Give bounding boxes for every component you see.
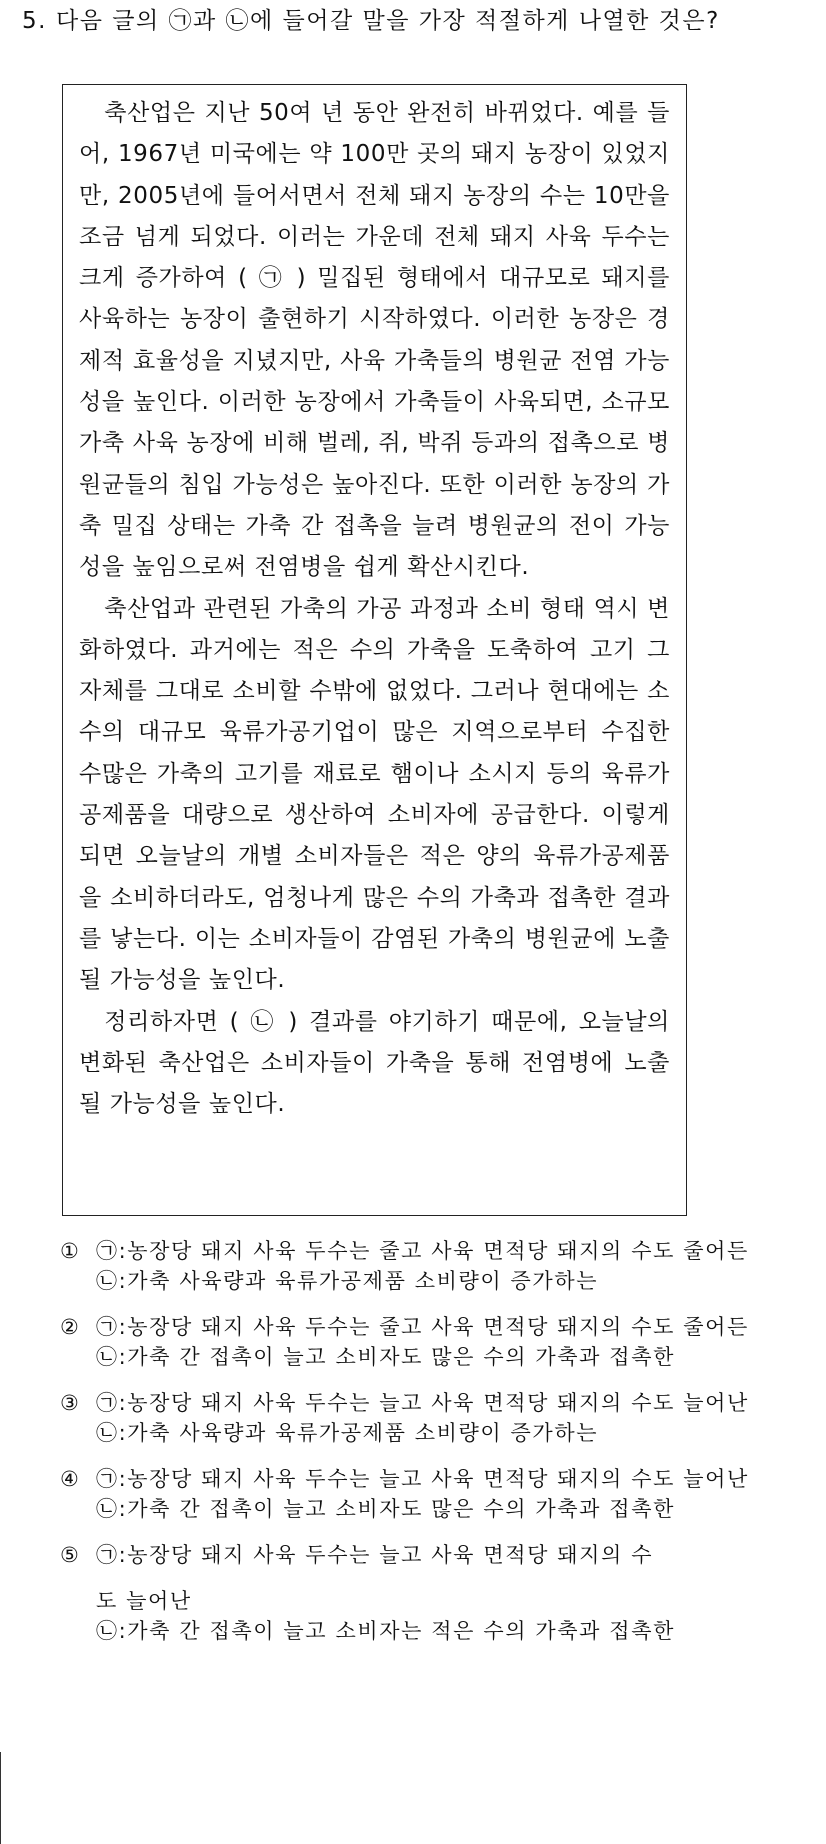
option-2[interactable] <box>60 1312 760 1372</box>
page-margin-rule <box>0 1752 1 1844</box>
option-1-blank-b: ㉡:가축 사육량과 육류가공제품 소비량이 증가하는 <box>96 1269 599 1293</box>
passage-paragraph-1: 축산업은 지난 50여 년 동안 완전히 바뀌었다. 예를 들어, 1967년 미국에는 약 100만 곳의 돼지 농장이 있었지만, 2005년에 들어서면서 전체 돼지 농장의 수는 10만을 조금 넘게 되었다. 이러는 가운데 전체 돼지 사육 두수는 크게 증가하여 ( ㉠ ) 밀집된 형태에서 대규모로 돼지를 사육하는 농장이 출현하기 시작하였다. 이러한 농장은 경제적 효율성을 지녔지만, 사육 가축들의 병원균 전염 가능성을 높인다. 이러한 농장에서 가축들이 사육되면, 소규모 가축 사육 농장에 비해 벌레, 쥐, 박쥐 등과의 접촉으로 병원균들의 침입 가능성은 높아진다. 또한 이러한 농장의 가축 밀집 상태는 가축 간 접촉을 늘려 병원균의 전이 가능성을 높임으로써 전염병을 쉽게 확산시킨다. <box>79 100 670 581</box>
option-3-mark: ③ <box>60 1391 81 1415</box>
question-text: 다음 글의 ㉠과 ㉡에 들어갈 말을 가장 적절하게 나열한 것은? <box>56 8 720 34</box>
question-number: 5. <box>22 8 47 34</box>
question-header <box>22 6 782 36</box>
option-5-blank-b: ㉡:가축 간 접촉이 늘고 소비자는 적은 수의 가축과 접촉한 <box>96 1619 675 1643</box>
option-2-blank-a: ㉠:농장당 돼지 사육 두수는 줄고 사육 면적당 돼지의 수도 줄어든 <box>96 1315 749 1339</box>
option-3[interactable] <box>60 1388 760 1448</box>
passage-box <box>62 84 687 1216</box>
passage-paragraph-3: 정리하자면 ( ㉡ ) 결과를 야기하기 때문에, 오늘날의 변화된 축산업은 소비자들이 가축을 통해 전염병에 노출될 가능성을 높인다. <box>79 1008 670 1118</box>
option-4-blank-b: ㉡:가축 간 접촉이 늘고 소비자도 많은 수의 가축과 접촉한 <box>96 1497 675 1521</box>
option-2-mark: ② <box>60 1315 81 1339</box>
option-3-blank-a: ㉠:농장당 돼지 사육 두수는 늘고 사육 면적당 돼지의 수도 늘어난 <box>96 1391 749 1415</box>
answer-options <box>60 1236 760 1662</box>
option-4[interactable] <box>60 1464 760 1524</box>
option-5[interactable] <box>60 1540 760 1646</box>
option-1-mark: ① <box>60 1239 81 1263</box>
option-5-blank-a-line-2: 도 늘어난 <box>96 1589 192 1613</box>
option-4-mark: ④ <box>60 1467 81 1491</box>
option-4-blank-a: ㉠:농장당 돼지 사육 두수는 늘고 사육 면적당 돼지의 수도 늘어난 <box>96 1467 749 1491</box>
option-3-blank-b: ㉡:가축 사육량과 육류가공제품 소비량이 증가하는 <box>96 1421 599 1445</box>
option-1-blank-a: ㉠:농장당 돼지 사육 두수는 줄고 사육 면적당 돼지의 수도 줄어든 <box>96 1239 749 1263</box>
option-5-mark: ⑤ <box>60 1543 81 1567</box>
option-1[interactable] <box>60 1236 760 1296</box>
passage-paragraph-2: 축산업과 관련된 가축의 가공 과정과 소비 형태 역시 변화하였다. 과거에는 적은 수의 가축을 도축하여 고기 그 자체를 그대로 소비할 수밖에 없었다. 그러나 현대에는 소수의 대규모 육류가공기업이 많은 지역으로부터 수집한 수많은 가축의 고기를 재료로 햄이나 소시지 등의 육류가공제품을 대량으로 생산하여 소비자에 공급한다. 이렇게 되면 오늘날의 개별 소비자들은 적은 양의 육류가공제품을 소비하더라도, 엄청나게 많은 수의 가축과 접촉한 결과를 낳는다. 이는 소비자들이 감염된 가축의 병원균에 노출될 가능성을 높인다. <box>79 595 670 994</box>
option-2-blank-b: ㉡:가축 간 접촉이 늘고 소비자도 많은 수의 가축과 접촉한 <box>96 1345 675 1369</box>
option-5-blank-a-line-1: ㉠:농장당 돼지 사육 두수는 늘고 사육 면적당 돼지의 수 <box>96 1543 654 1567</box>
